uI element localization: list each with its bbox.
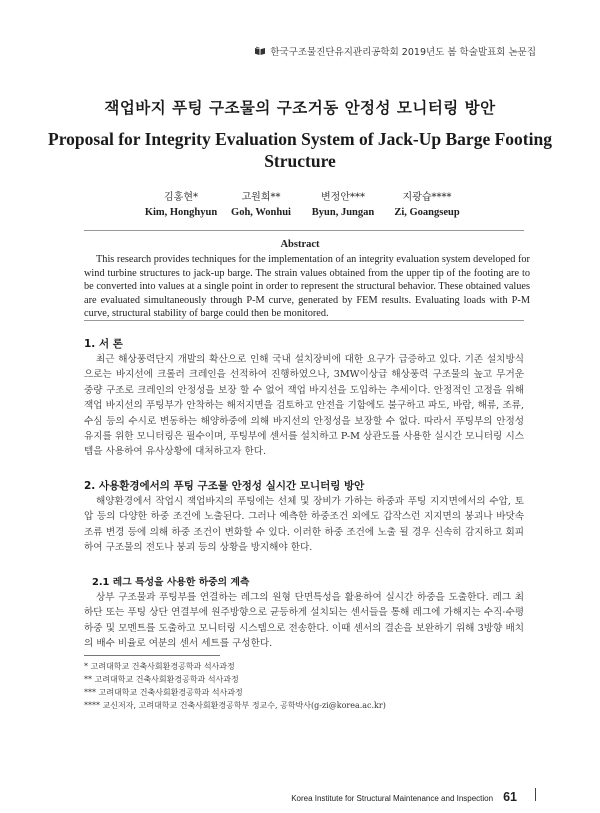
footnote-2: ** 고려대학교 건축사회환경공학과 석사과정 bbox=[84, 675, 239, 684]
author-name-english: Goh, Wonhui bbox=[231, 207, 291, 218]
running-header bbox=[254, 44, 536, 58]
page-footer bbox=[291, 788, 536, 804]
abstract-bottom-rule bbox=[84, 320, 524, 321]
book-icon bbox=[254, 46, 266, 56]
section-2-1-paragraph: 상부 구조물과 푸팅부를 연결하는 레그의 원형 단면특성을 활용하여 실시간 하중을 도출한다. 레그 최하단 또는 푸팅 상단 연결부에 원주방향으로 균등하게 설치되는 센서들을 통해 레그에 가해지는 수직·수평 하중 및 모멘트를 도출하고 모니터링 시스템으로 전송한다. 이때 센서의 결손을 보완하기 위해 3방향 배치의 배수 비율로 여분의 센서 세트를 구성한다. bbox=[84, 592, 524, 650]
author-4 bbox=[372, 188, 482, 218]
author-name-english: Zi, Goangseup bbox=[394, 207, 460, 218]
footnote-4: **** 교신저자, 고려대학교 건축사회환경공학부 정교수, 공학박사(g-zi@korea.ac.kr) bbox=[84, 701, 386, 710]
abstract-top-rule bbox=[84, 230, 524, 231]
abstract-text: This research provides techniques for the implementation of an integrity evaluation system developed for wind turbine structures to jack-up barge. The strain values obtained from the upper tip of the footing are to be converted into values at a single point in order to represent the structural behavior. These obtained values are evaluated simultaneously through P-M curve, generated by FEM results. Evaluating loads with P-M curve, structural stability of barge could then be monitored. bbox=[84, 254, 530, 320]
author-name-english: Kim, Honghyun bbox=[144, 207, 218, 218]
title-english: Proposal for Integrity Evaluation System of Jack-Up Barge Footing Structure bbox=[48, 129, 552, 171]
abstract-heading: Abstract bbox=[280, 239, 320, 250]
section-2-paragraph: 해양환경에서 작업시 잭업바지의 푸팅에는 선체 및 장비가 가하는 하중과 푸팅 지지면에서의 수압, 토압 등의 다양한 하중 조건에 노출된다. 그러나 예측한 하중조건 외에도 갑작스런 지지면의 붕괴나 바닷속 조류 변경 등에 의해 하중 조건이 변화할 수 있다. 이러한 하중 조건에 노출 될 경우 신속히 감지하고 회피하여 구조물의 전도나 붕괴 등의 상황을 방지해야 한다. bbox=[84, 496, 524, 554]
footnote-rule bbox=[84, 655, 220, 656]
footnote-3: *** 고려대학교 건축사회환경공학과 석사과정 bbox=[84, 688, 243, 697]
footer-organization: Korea Institute for Structural Maintenance and Inspection bbox=[291, 794, 494, 803]
author-name-korean: 지광습**** bbox=[402, 192, 452, 203]
section-2-heading: 2. 사용환경에서의 푸팅 구조물 안정성 실시간 모니터링 방안 bbox=[84, 480, 365, 492]
author-name-english: Byun, Jungan bbox=[311, 207, 375, 218]
running-title: 한국구조물진단유지관리공학회 2019년도 봄 학술발표회 논문집 bbox=[270, 47, 536, 58]
section-1-heading: 1. 서 론 bbox=[84, 338, 123, 350]
page-number: 61 bbox=[503, 790, 517, 804]
footnote-1: * 고려대학교 건축사회환경공학과 석사과정 bbox=[84, 662, 235, 671]
section-2-1-heading: 2.1 레그 특성을 사용한 하중의 계측 bbox=[92, 577, 250, 588]
author-name-korean: 김홍현* bbox=[164, 192, 198, 203]
author-name-korean: 변정안*** bbox=[321, 192, 365, 203]
section-1-paragraph: 최근 해상풍력단지 개발의 확산으로 인해 국내 설치장비에 대한 요구가 급증하고 있다. 기존 설치방식으로는 바지선에 크롤러 크레인을 선적하여 진행하였으나, 3MW이상급 해상풍력 구조물의 높고 무거운 중량 구조로 크레인의 안정성을 보장 할 수 없어 잭업 바지선을 도입하는 추세이다. 안정적인 고정을 위해 잭업 바지선의 푸팅부가 안착하는 해저지면을 검토하고 안전을 기함에도 불구하고 파도, 바람, 해류, 조류, 수심 등의 수시로 변동하는 해양하중에 의해 바지선의 안정성을 보장할 수 없다. 따라서 푸팅부의 안정성 유지를 위한 모니터링은 필수이며, 푸팅부에 센서를 설치하고 P-M 상관도를 사용한 실시간 모니터링 시스템을 사용하여 유사상황에 대처하고자 한다. bbox=[84, 354, 524, 458]
author-name-korean: 고원희** bbox=[241, 192, 281, 203]
footer-divider bbox=[535, 788, 536, 801]
title-korean: 잭업바지 푸팅 구조물의 구조거동 안정성 모니터링 방안 bbox=[104, 98, 496, 117]
